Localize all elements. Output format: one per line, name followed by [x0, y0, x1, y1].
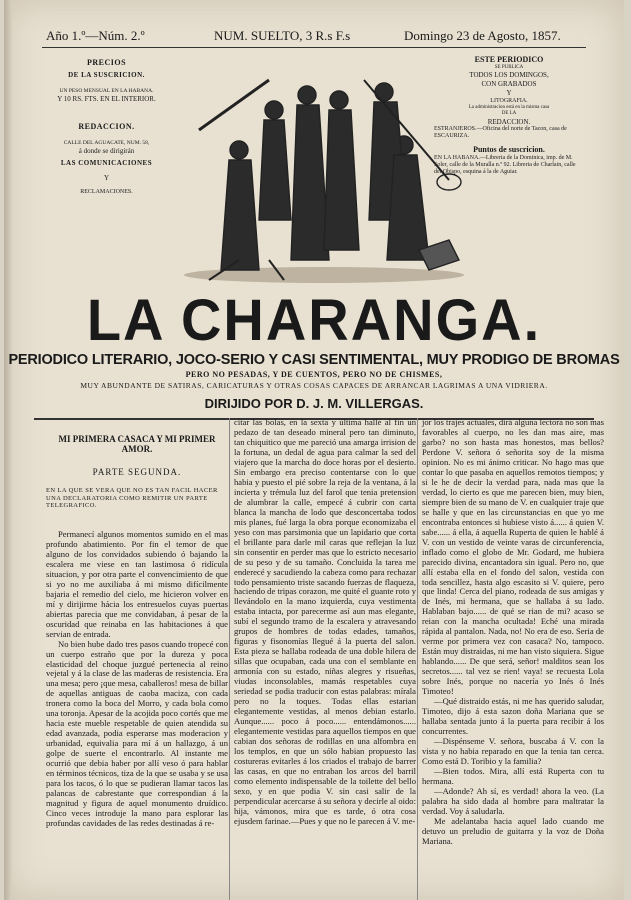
paragraph: —Adonde? Ah sí, es verdad! ahora la veo. (La palabra ha sido dada al hombre para maltratar la verdad. Voy á saludarla.	[422, 785, 604, 816]
prices-title: PRECIOS	[86, 58, 127, 67]
reclamations-label: RECLAMACIONES.	[80, 188, 133, 195]
paragraph: No bien hube dado tres pasos cuando tropecé con un cuerpo estraño que por la dureza y poca elasticidad del choque juzgué pertenecia al reino vejetal y á la clase de las maderas de resistencia. Era una mesa; pero ¡que mesa, caballeros! mesa de billar de aquellas antiguas de caoba maciza, con cada tronera como la boca del Morro, y cada bola como una toronja. Apesar de la acojida poco cortés que me hacia este mueble respetable de quien atendida su edad avanzada, podia esperarse mas moderacion y urbanidad, equivalia para mí á un hallazgo, á un golpe de suerte el encontrarlo. Al instante me ocurrió que debia haber por allí veso ó para hablar en términos técnicos, tiza de la que se usaba y se usa para los tacos, ó lo que se pudieran llamar tacos las palancas de cabrestante que correspondian á la magnitud y figura de aquel monumento druídico. Cinco veces introduje la mano para esplorar las profundas cavidades de las redes destinadas á re-	[46, 638, 228, 828]
conj-y: Y	[103, 173, 110, 182]
newspaper-subtitle: PERIODICO LITERARIO, JOCO-SERIO Y CASI SENTIMENTAL, MUY PRODIGO DE BROMAS	[8, 352, 620, 368]
price-havana: UN PESO MENSUAL EN LA HABANA.	[59, 87, 154, 94]
article-body	[34, 417, 604, 900]
prices-box	[34, 55, 179, 196]
column-divider	[229, 418, 230, 900]
paragraph: —Bien todos. Mira, allí está Ruperta con tu hermana.	[422, 765, 604, 786]
points-title: Puntos de suscricion.	[473, 144, 545, 154]
masthead	[4, 286, 624, 411]
newspaper-page	[4, 0, 624, 900]
paragraph: jor los trajes actuales, dirá alguna lectora no son mas favorables al cuerpo, no les dan mas aire, mas garbo? no son hasta mas honestos, mas bellos? Perdone V. señora ó señorita soy de la misma opinion. No es mi ánimo criticar. No hago mas que contar lo que pasaba en aquellos remotos tiempos; y si le he de decir la verdad para, nada mas que la verdad, lo cierto es que me parecen bien, muy bien, siempre bien de su mano de V. en cualquier traje que se halle y que en las circunstancias en que yo me encontraba entonces si hubiese visto á...... á quien V. sabe...... á ella, á aquella Ruperta de quien le hablé á V. con un vestido de veinte varas de circunferencia, inflado como el globo de Mr. Godard, me hubiera parecido divina, encantadora sin igual. Pero no, que allí estaba ella en el fondo del salon, vestida con toda sencillez, hasta algo escasito si V. quiere, pero que linda! Cerca del piano, rodeada de sus amigas y de Inés, mi hermana, que se hallaba á su lado. Hablaban bajo...... de qué se rian de mi? acaso se reian con la mancha ocultada! Eché una mirada rápida al pantalon. Nada, no! No era de eso. Seria de verme por primera vez con casaca? No, tampoco. Están muy distraidas, ni me han visto siquiera. Sigue hablando...... De que será, señor! malditos sean los secretos...... tal vez se rien! vaya! se recuesta Lola sobre Inés, porque no nacería yo Inés ó Inés Timoteo!	[422, 417, 604, 697]
pub-line-8: REDACCION.	[487, 117, 531, 126]
article-note: EN LA QUE SE VERA QUE NO ES TAN FACIL HACER UNA DECLARATORIA COMO REMITIR UN PARTE TELEGRAFICO.	[46, 487, 218, 510]
newspaper-title: LA CHARANGA.	[86, 286, 542, 353]
issue-number: Año 1.º—Núm. 2.º	[46, 28, 145, 43]
newspaper-subtitle-3: MUY ABUNDANTE DE SATIRAS, CARICATURAS Y OTRAS COSAS CAPACES DE ARRANCAR LAGRIMAS A UNA VIDRIERA.	[80, 381, 548, 390]
column-3	[422, 418, 604, 847]
pub-line-6: La administracion está en la misma casa	[468, 105, 550, 110]
single-price: NUM. SUELTO, 3 R.s F.s	[214, 28, 351, 43]
paragraph: Me adelantaba hacia aquel lado cuando me detuvo un preludio de guitarra y la voz de Doña Mariana.	[422, 815, 604, 846]
publication-title: ESTE PERIODICO	[474, 55, 544, 64]
pub-line-1: SE PUBLICA	[494, 65, 524, 70]
paragraph: —Dispénseme V. señora, buscaba á V. con la vista y no habia reparado en que la tenia tan cerca. Como está D. Toribio y la familia?	[422, 736, 604, 766]
article-title: MI PRIMERA CASACA Y MI PRIMER AMOR.	[58, 434, 216, 455]
pub-line-2: TODOS LOS DOMINGOS,	[469, 71, 549, 80]
page-binding-edge	[4, 0, 12, 900]
pub-line-3: CON GRABADOS	[481, 80, 537, 88]
pub-line-4: Y	[506, 88, 512, 97]
newspaper-subtitle-2: PERO NO PESADAS, Y DE CUENTOS, PERO NO DE CHISMES,	[185, 370, 443, 379]
dateline-rule	[42, 47, 586, 48]
column-divider	[417, 418, 418, 900]
redaccion-address2: á donde se dirigirán	[78, 147, 135, 156]
redaccion-title: REDACCION.	[78, 122, 135, 132]
director-line: DIRIJIDO POR D. J. M. VILLERGAS.	[204, 396, 424, 411]
price-interior: Y 10 RS. FTS. EN EL INTERIOR.	[57, 94, 156, 103]
dateline	[44, 28, 584, 48]
column-1	[46, 418, 228, 829]
paragraph: —Qué distraido estás, ni me has querido saludar, Timoteo, dijo á esta sazon doña Mariana que se hallaba sentada junto á la puerta para recibir á los concurrentes.	[422, 696, 604, 737]
points-text: EN LA HABANA.—Libreria de la Dominica, imp. de M. Soler, calle de la Muralla n.º 92. Libreria de Charlain, calle del Obispo, esquina á la de Aguiar.	[434, 154, 576, 175]
pub-line-5: LITOGRAFIA.	[490, 97, 528, 104]
communications-label: LAS COMUNICACIONES	[60, 159, 153, 167]
pub-line-7: DE LA	[501, 111, 517, 117]
paragraph: citar las bolas, en la sexta y última hallé al fin un pedazo de tan deseado mineral pero tan diminuto, tan chiquitico que me pareció una amarga irrision de la fortuna, un dedal de agua para calmar la sed del viajero que la marcha do doce horas por el desierto. Sin embargo era preciso contentarse con lo que habia y puesto el pié sobre la reja de la ventana, á la incierta y trémula luz del farol que tenia pretension de alumbrar la calle, empecé á cubrir con carta blanca la mancha de lodo que desconcertaba todos mis planes, fué larga la obra porque economizaba el yeso con mas parsimonia que un lapidario que corta el brillante para darle mil caras que reflejan la luz sin consentir en perder mas que lo estricto necesario de su peso y de su tamaño. Concluida la tarea me enderecé y sacudiendo la cabeza como para rechazar todo pensamiento triste sacando fuerzas de flaqueza, haciendo de tripas corazon, me quité el guante roto y llevándolo en la mano izquierda, cuya vestimenta estaba intacta, por parecerme así aun mas elegante, subí el segundo tramo de la escalera y atravesando grupos de hombres de todas edades, tamaños, figuras y fisonomías llegué á la puerta del salon. Esta pieza se hallaba rodeada de una doble hilera de sillas que ocupaban, cada una con el semblante en armonía con su estado, niñas alegres y risueñas, viudas inconsolables, mamás respetables cuya seriedad se podia traducir con estas palabras: mírala pero no la toques. Todas ellas estarian elegantemente vestidas, al menos debian estarlo. Aunque...... poco á poco...... entendámonos...... elegantemente vestidas para aquellos tiempos en que cabian dos señoras de rodillas en una alfombra en los templos, en que un sólo habian propuesto las costureras evitarles á los criados el trabajo de barrer las casas, en que no entraban los arcos del barril como elemento indispensable de la toilette del bello sexo, y en que podia V. sin casi salir de la perpendicular acercarse á su señora y decirle al oido: hija, vámonos, mira que es tarde, ó otra cosa ejusdem farinae.—Pues y que no le parecen á V. me-	[234, 417, 416, 826]
prices-subtitle: DE LA SUSCRICION.	[68, 71, 145, 79]
issue-date: Domingo 23 de Agosto, 1857.	[404, 28, 561, 43]
column-2	[234, 418, 416, 827]
band-illustration	[179, 70, 469, 285]
pub-line-9: ESTRANJEROS.—Oficina del norte de Tacon, casa de ESCAURIZA.	[434, 126, 567, 140]
paragraph: Permanecí algunos momentos sumido en el mas profundo abatimiento. Por fin el temor de que alguno de los convidados subiendo ó bajando la escalera me viese en tan lastimosa ó ridícula situacion, y por otra parte el convencimiento de que si yo no me auxiliaba á mi mismo difícilmente bajaria el remedio del cielo, me hicieron volver en mí y dirijirme hácia los entresuelos cuyas puertas abiertas parecia que me convidaban, á pesar de la oscuridad que reinaba en las habitaciones á que servian de entrada.	[46, 528, 228, 639]
redaccion-address: CALLE DEL AGUACATE, NUM. 58,	[63, 140, 150, 147]
article-part: PARTE SEGUNDA.	[92, 466, 182, 477]
